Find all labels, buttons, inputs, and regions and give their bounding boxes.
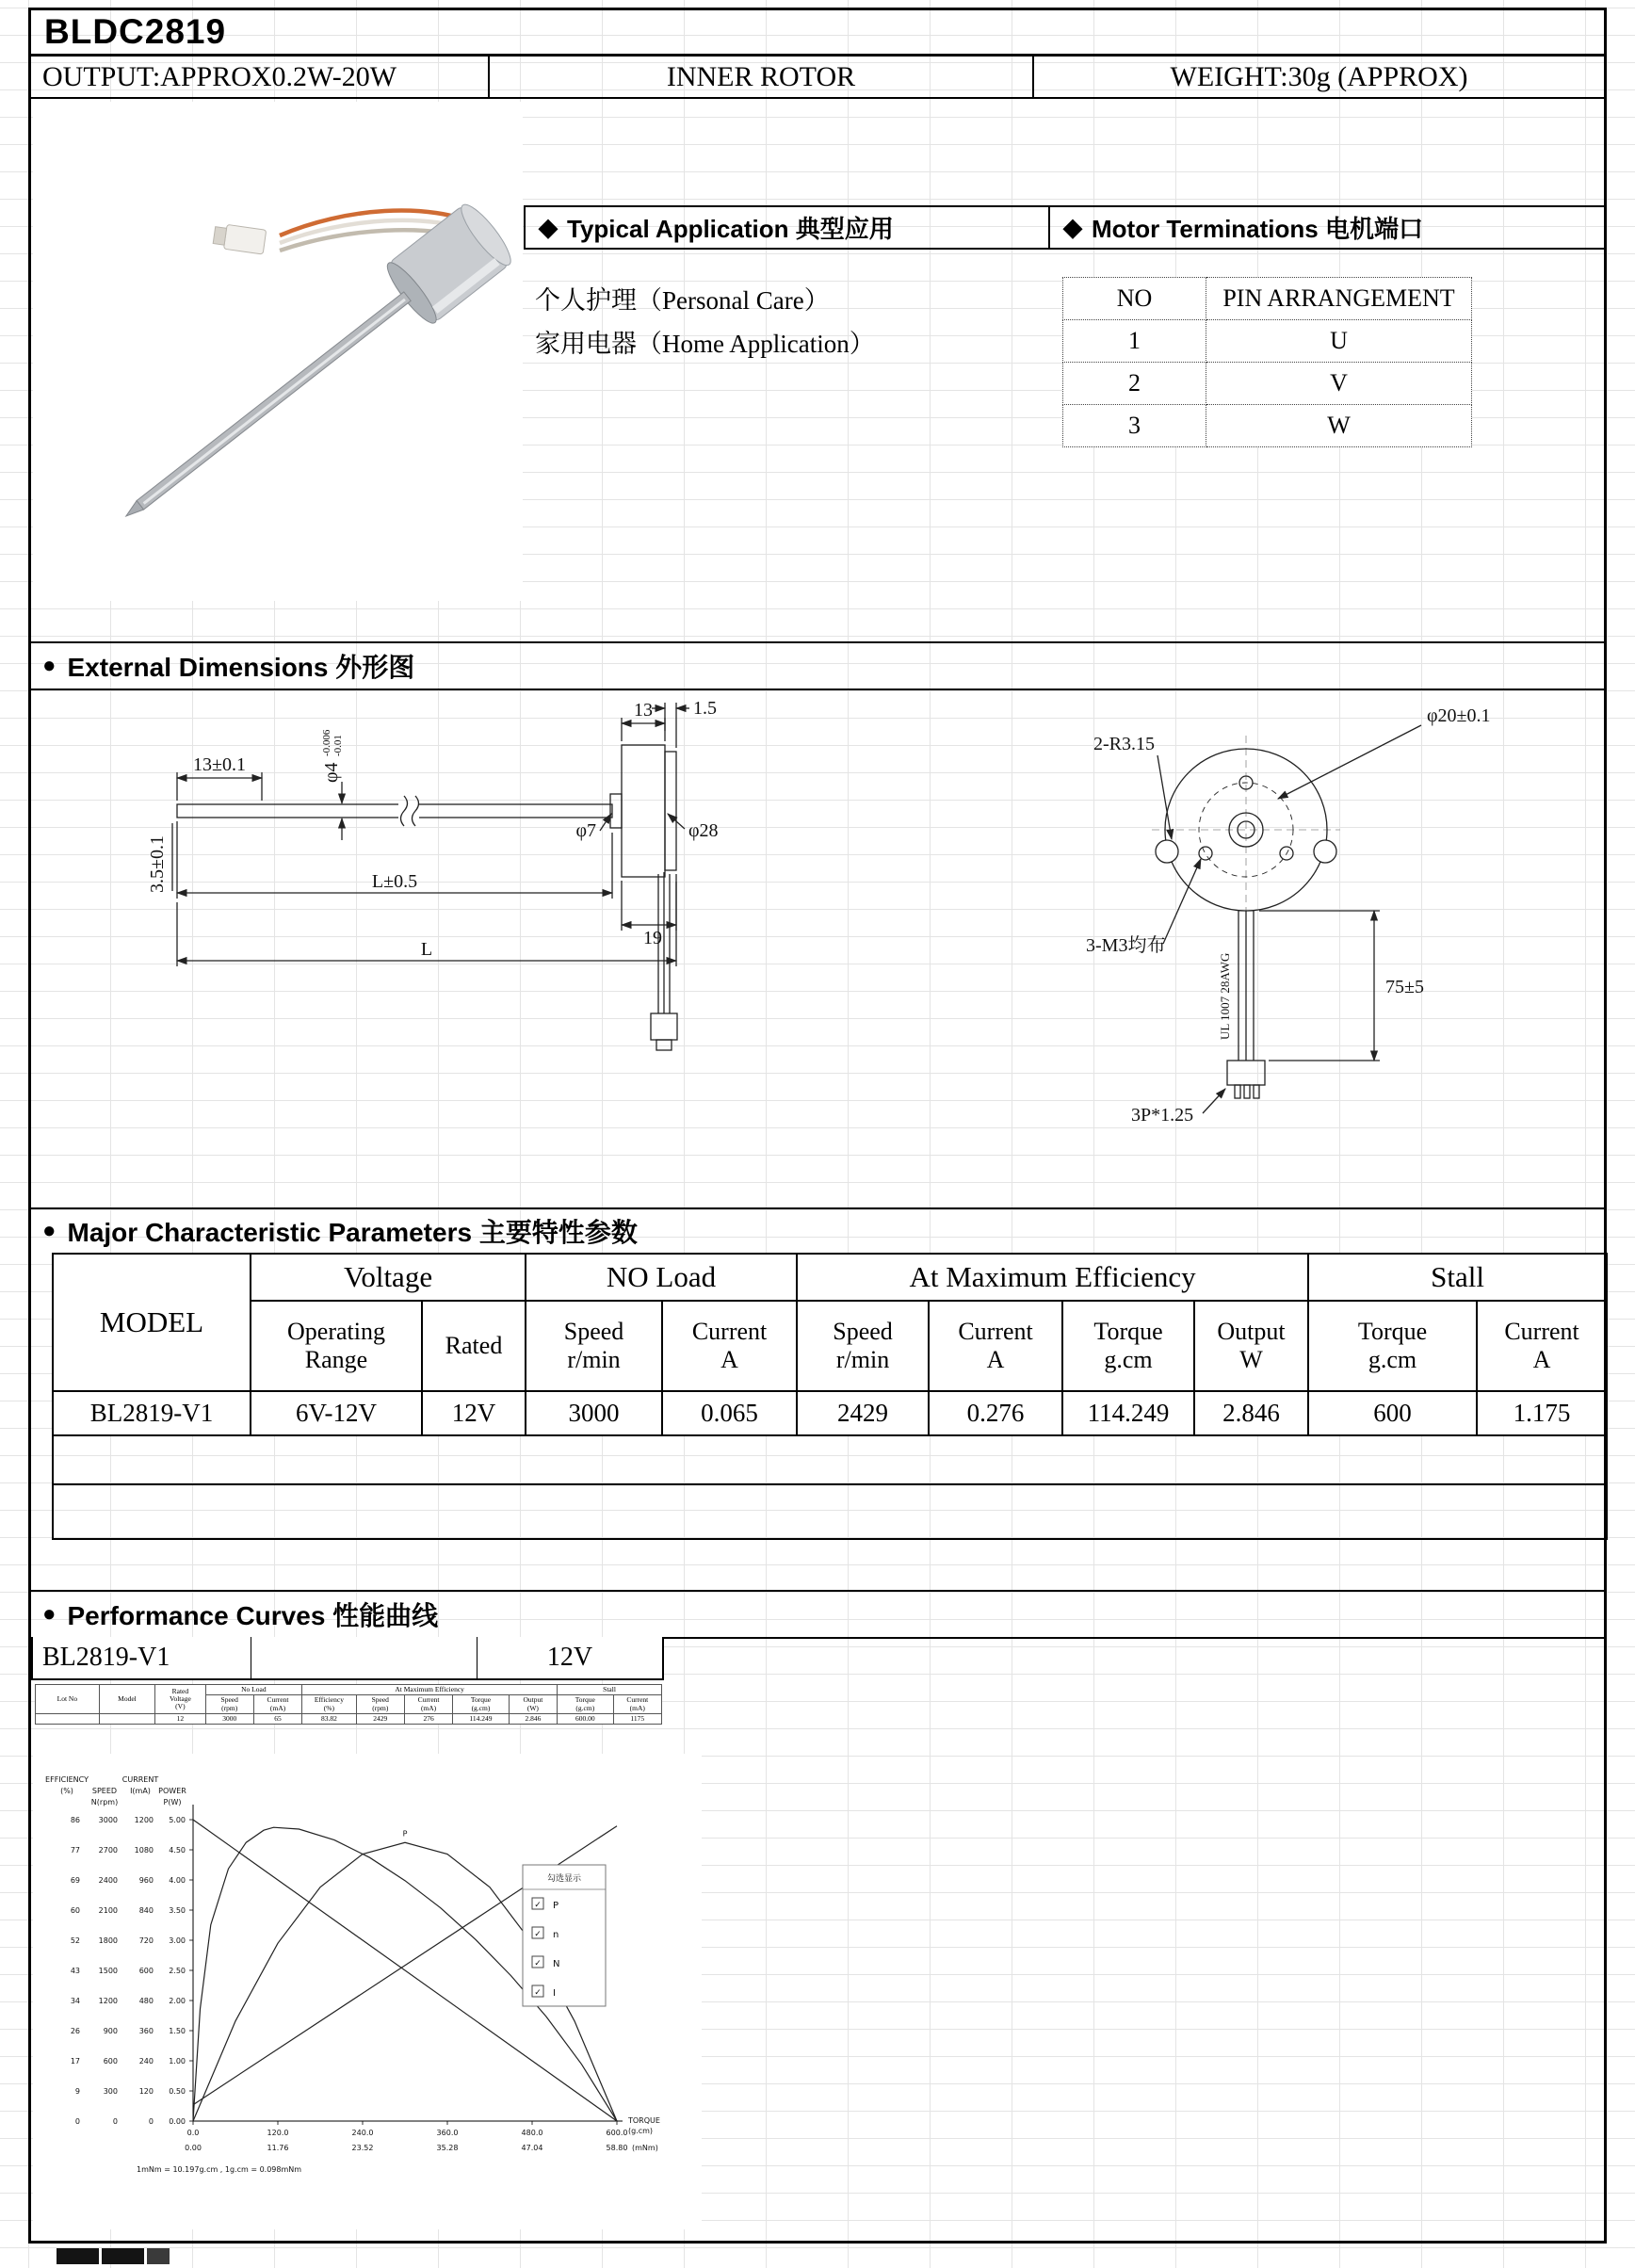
subheader-current: Current A [1477,1301,1607,1391]
mini-col-header: Current (mA) [404,1695,452,1714]
mini-col-header: Output (W) [509,1695,557,1714]
mini-cell: 114.249 [453,1713,510,1724]
dim-mounting-holes: 3-M3均布 [1086,935,1166,956]
parameters-data-row [53,1391,1607,1435]
y-tick: 1800 [98,1936,118,1945]
document-title-row [31,10,1604,57]
mini-cell: 2429 [356,1713,404,1724]
cell-noload-speed: 3000 [526,1391,662,1435]
mini-group-header: Stall [558,1685,662,1695]
sheet-mark [57,2248,99,2264]
mini-col-header: Lot No [36,1685,100,1714]
y-tick: 4.50 [169,1846,186,1855]
x-axis-unit: (g.cm) [628,2127,654,2135]
series-label-P: P [402,1829,408,1839]
y-tick: 1500 [98,1967,118,1975]
y-tick: 0.00 [169,2117,186,2126]
chart-footnote: 1mNm = 10.197g.cm , 1g.cm = 0.098mNm [137,2165,302,2174]
weight-spec: WEIGHT:30g (APPROX) [1170,60,1468,92]
front-view [1152,725,1421,1113]
dim-flat-length: 3.5±0.1 [147,835,168,893]
axis-name-POWER: POWER [158,1787,186,1795]
mini-cell: 2.846 [509,1713,557,1724]
pin-number: 3 [1063,405,1206,447]
empty-row [53,1484,1607,1539]
cell-rated-voltage: 12V [422,1391,526,1435]
legend-check-icon: ✓ [534,1901,542,1910]
dim-length-tol: L±0.5 [371,871,418,892]
side-view [172,703,689,1050]
y-tick: 3000 [98,1816,118,1824]
y-tick: 2400 [98,1876,118,1885]
axis-unit: I(mA) [130,1787,151,1795]
application-item: 个人护理（Personal Care） [535,286,830,315]
y-tick: 60 [70,1906,80,1915]
wire-spec-label: UL 1007 28AWG [1218,952,1232,1040]
cell-model: BL2819-V1 [53,1391,251,1435]
dimensions-drawing [31,693,1604,1181]
subheader-rated: Rated [422,1301,526,1391]
photo-background [33,102,523,601]
mini-col-header: Speed (rpm) [356,1695,404,1714]
y-tick: 9 [74,2087,80,2096]
y-tick: 1200 [98,1997,118,2005]
dim-wire-length: 75±5 [1385,977,1424,997]
performance-curves-header [31,1590,1604,1639]
terminations-row [1063,320,1472,363]
mini-data-row [36,1713,662,1724]
y-tick: 17 [70,2057,80,2066]
mini-col-header: Torque (g.cm) [453,1695,510,1714]
mini-cell: 12 [155,1713,205,1724]
dim-shaft-tol-lower: -0.01 [332,735,344,756]
terminations-row [1063,363,1472,405]
subheader-torque: Torque g.cm [1062,1301,1194,1391]
axis-name-EFFICIENCY: EFFICIENCY [45,1775,89,1784]
y-tick: 69 [70,1876,80,1885]
y-tick: 2100 [98,1906,118,1915]
pin-number: 1 [1063,320,1206,363]
group-no-load: NO Load [526,1254,797,1301]
subheader-operating-range: Operating Range [251,1301,422,1391]
axis-name-CURRENT: CURRENT [121,1775,159,1784]
y-tick: 5.00 [169,1816,186,1824]
mini-cell: 276 [404,1713,452,1724]
y-tick: 1080 [134,1846,154,1855]
x-axis-unit2: (mNm) [632,2144,658,2152]
application-item: 家用电器（Home Application） [535,330,875,358]
bullet-icon: ● [42,1601,57,1627]
y-tick: 26 [70,2027,80,2035]
pin-phase: W [1206,405,1472,447]
subheader-speed: Speed r/min [526,1301,662,1391]
y-tick: 52 [70,1936,80,1945]
bullet-icon: ● [42,1218,57,1243]
performance-model: BL2819-V1 [33,1637,251,1678]
legend-item-n: n [553,1930,559,1940]
mini-cell [99,1713,155,1724]
pin-phase: U [1206,320,1472,363]
group-max-efficiency: At Maximum Efficiency [797,1254,1308,1301]
subheader-current: Current A [662,1301,797,1391]
mini-col-header: Speed (rpm) [205,1695,253,1714]
motor-terminations-title: Motor Terminations 电机端口 [1092,215,1423,243]
dimension-labels [147,698,1491,1126]
cell-stall-current: 1.175 [1477,1391,1607,1435]
y-tick: 4.00 [169,1876,186,1885]
dim-cap-length: 1.5 [693,698,717,719]
output-spec: OUTPUT:APPROX0.2W-20W [31,57,490,97]
dim-connector: 3P*1.25 [1131,1105,1194,1126]
y-tick: 360 [138,2027,154,2035]
dim-body-diameter: φ28 [688,820,719,841]
legend-item-P: P [553,1901,559,1911]
mini-cell: 600.00 [558,1713,614,1724]
y-tick: 240 [138,2057,154,2066]
y-tick: 43 [70,1967,80,1975]
y-tick: 1.00 [169,2057,186,2066]
legend-item-N: N [553,1959,560,1969]
y-tick: 3.00 [169,1936,186,1945]
diamond-icon: ◆ [1063,213,1082,241]
axis-unit: N(rpm) [90,1798,119,1806]
terminations-table [1062,277,1472,447]
empty-row [53,1435,1607,1484]
mini-group-header: At Maximum Efficiency [302,1685,558,1695]
dim-boss-diameter: φ7 [575,820,596,841]
major-parameters-title: Major Characteristic Parameters 主要特性参数 [67,1218,638,1247]
typical-application-title: Typical Application 典型应用 [567,215,894,243]
sheet-mark [147,2248,170,2264]
y-tick: 77 [70,1846,80,1855]
legend-item-I: I [553,1988,556,1999]
dim-length: L [420,939,433,960]
y-tick: 0.50 [169,2087,186,2096]
spec-header-row [31,57,1604,99]
cell-maxeff-current: 0.276 [929,1391,1062,1435]
major-parameters-header [31,1207,1604,1253]
rotor-type: INNER ROTOR [490,57,1034,97]
cell-maxeff-output: 2.846 [1194,1391,1308,1435]
x-tick-mnm: 58.80 [606,2144,628,2152]
model-column-header: MODEL [53,1254,251,1391]
terminations-col-no: NO [1063,278,1206,320]
x-tick-mnm: 23.52 [351,2144,374,2152]
legend-check-icon: ✓ [534,1959,542,1968]
dim-body-width: 19 [643,928,662,948]
dim-shaft-diameter: φ4 [321,762,342,783]
x-tick-gcm: 360.0 [436,2129,459,2137]
y-tick: 120 [138,2087,154,2096]
external-dimensions-title: External Dimensions 外形图 [67,653,415,682]
page-title: BLDC2819 [44,12,227,51]
mini-col-header: Rated Voltage (V) [155,1685,205,1714]
motor-terminations-header [1048,205,1606,250]
mini-cell: 65 [253,1713,301,1724]
cell-noload-current: 0.065 [662,1391,797,1435]
sheet-mark [102,2248,144,2264]
subheader-output: Output W [1194,1301,1308,1391]
x-tick-gcm: 120.0 [267,2129,289,2137]
x-axis-title: TORQUE [628,2116,660,2125]
y-tick: 0 [74,2117,80,2126]
dim-shaft-length: 13±0.1 [193,754,246,775]
y-tick: 2.50 [169,1967,186,1975]
y-tick: 0 [148,2117,154,2126]
mini-col-header: Current (mA) [253,1695,301,1714]
terminations-row [1063,405,1472,447]
subheader-torque: Torque g.cm [1308,1301,1477,1391]
x-tick-gcm: 240.0 [351,2129,374,2137]
mini-col-header: Efficiency (%) [302,1695,356,1714]
mini-col-header: Current (mA) [613,1695,661,1714]
x-tick-gcm: 0.0 [186,2129,200,2137]
terminations-col-pin: PIN ARRANGEMENT [1206,278,1472,320]
x-tick-mnm: 35.28 [436,2144,459,2152]
subheader-speed: Speed r/min [797,1301,929,1391]
mini-cell [36,1713,100,1724]
mini-table-wrap [35,1684,662,1725]
performance-spacer [251,1637,478,1678]
x-tick-mnm: 0.00 [185,2144,202,2152]
dim-notch: 2-R3.15 [1093,734,1155,754]
mini-cell: 3000 [205,1713,253,1724]
y-tick: 900 [103,2027,118,2035]
cell-maxeff-torque: 114.249 [1062,1391,1194,1435]
y-tick: 2700 [98,1846,118,1855]
y-tick: 1.50 [169,2027,186,2035]
y-tick: 960 [138,1876,154,1885]
y-tick: 720 [138,1936,154,1945]
x-tick-mnm: 11.76 [267,2144,289,2152]
external-dimensions-header [31,641,1604,690]
bullet-icon: ● [42,653,57,678]
dim-body-length: 13 [634,700,653,721]
x-tick-mnm: 47.04 [521,2144,543,2152]
application-list [529,279,1043,365]
x-tick-gcm: 600.0 [606,2129,628,2137]
cell-maxeff-speed: 2429 [797,1391,929,1435]
legend-title: 勾选显示 [546,1874,582,1884]
mini-cell: 83.82 [302,1713,356,1724]
mini-col-header: Torque (g.cm) [558,1695,614,1714]
diamond-icon: ◆ [539,213,558,241]
cell-stall-torque: 600 [1308,1391,1477,1435]
axis-unit: P(W) [163,1798,182,1806]
group-stall: Stall [1308,1254,1607,1301]
y-tick: 480 [138,1997,154,2005]
y-tick: 840 [138,1906,154,1915]
y-tick: 600 [103,2057,118,2066]
y-tick: 1200 [134,1816,154,1824]
parameters-table [52,1253,1608,1540]
y-tick: 300 [103,2087,118,2096]
y-tick: 86 [70,1816,80,1824]
dim-shaft-tol-upper: -0.006 [321,729,332,756]
pin-number: 2 [1063,363,1206,405]
y-tick: 0 [112,2117,118,2126]
pin-phase: V [1206,363,1472,405]
subheader-current: Current A [929,1301,1062,1391]
y-tick: 3.50 [169,1906,186,1915]
mini-cell: 1175 [613,1713,661,1724]
legend-check-icon: ✓ [534,1988,542,1998]
y-tick: 2.00 [169,1997,186,2005]
performance-voltage: 12V [546,1643,593,1672]
mini-group-header: No Load [205,1685,302,1695]
mini-parameters-table [35,1684,662,1725]
y-tick: 34 [70,1997,80,2005]
y-tick: 600 [138,1967,154,1975]
product-photo [33,102,523,601]
axis-unit: (%) [60,1787,73,1795]
axis-name-SPEED: SPEED [91,1787,118,1795]
performance-model-row [31,1637,664,1680]
group-voltage: Voltage [251,1254,526,1301]
typical-application-header [524,205,1050,250]
x-tick-gcm: 480.0 [521,2129,543,2137]
performance-curves-title: Performance Curves 性能曲线 [67,1601,439,1630]
dim-outer-diameter: φ20±0.1 [1427,705,1491,726]
cell-operating-range: 6V-12V [251,1391,422,1435]
mini-col-header: Model [99,1685,155,1714]
legend-check-icon: ✓ [534,1930,542,1939]
performance-chart [33,1754,702,2229]
